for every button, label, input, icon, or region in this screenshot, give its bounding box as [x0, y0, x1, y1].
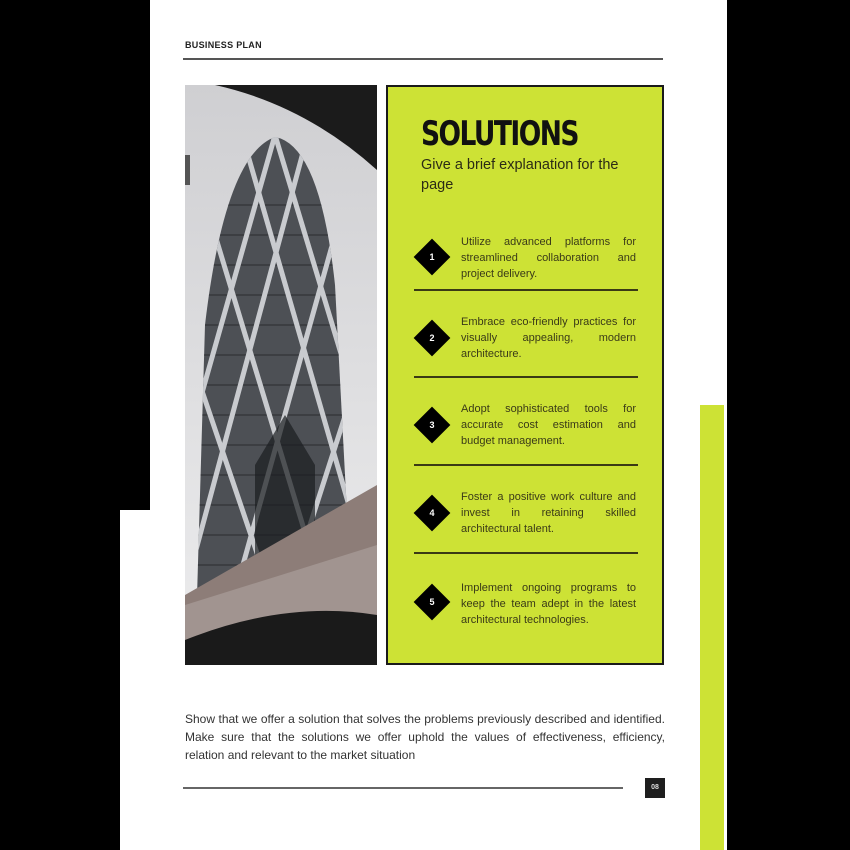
footer-paragraph: Show that we offer a solution that solves the problems previously described and identified. Make sure that the solutions we offer uphold the values of effectiveness, efficiency, relation and relevant to the market situation	[185, 712, 665, 762]
solution-item-2	[414, 314, 638, 402]
building-photo	[185, 85, 377, 665]
item-number: 1	[429, 252, 435, 262]
item-number: 5	[429, 597, 435, 607]
accent-bar	[700, 405, 724, 850]
item-number: 2	[429, 333, 435, 343]
solution-item-3	[414, 401, 638, 489]
footer-divider	[183, 787, 623, 789]
skyscraper-image	[185, 85, 377, 665]
item-text: Utilize advanced platforms for streamlined collaboration and project delivery.	[461, 236, 636, 280]
item-divider	[414, 464, 638, 466]
solutions-panel	[386, 85, 664, 665]
panel-subtitle: Give a brief explanation for the page	[421, 157, 619, 193]
item-divider	[414, 376, 638, 378]
page-number-badge: 08	[645, 778, 665, 798]
item-text: Foster a positive work culture and invest in retaining skilled architectural talent.	[461, 491, 636, 535]
item-divider	[414, 289, 638, 291]
item-divider	[414, 552, 638, 554]
solution-item-1	[414, 234, 638, 322]
item-number: 4	[429, 508, 435, 518]
header-label: BUSINESS PLAN	[185, 40, 262, 50]
solution-item-4	[414, 489, 638, 577]
item-text: Embrace eco-friendly practices for visually appealing, modern architecture.	[461, 316, 636, 360]
item-number: 3	[429, 420, 435, 430]
solution-item-5	[414, 580, 638, 668]
item-text: Implement ongoing programs to keep the team adept in the latest architectural technologies.	[461, 582, 636, 626]
header-divider	[183, 58, 663, 60]
panel-title: SOLUTIONS	[421, 114, 578, 154]
item-text: Adopt sophisticated tools for accurate cost estimation and budget management.	[461, 403, 636, 447]
